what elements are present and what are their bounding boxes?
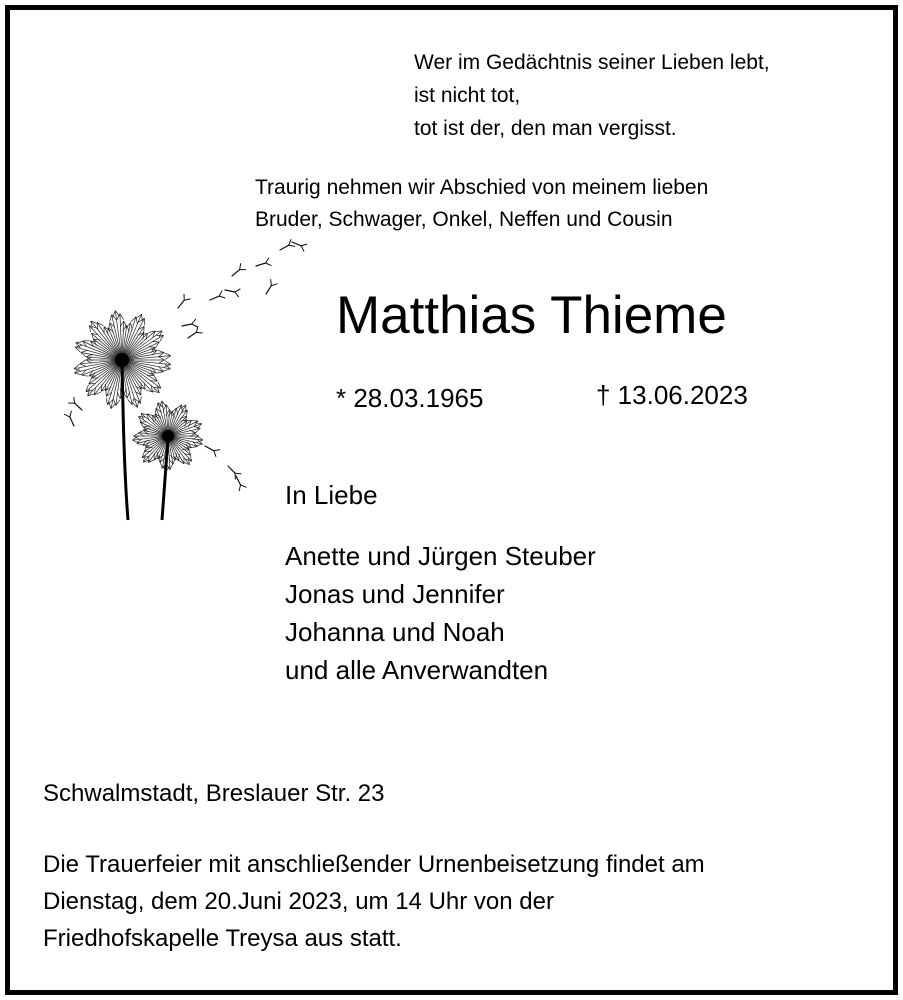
dandelion-line (266, 263, 272, 265)
dandelion-line (228, 466, 235, 473)
dandelion-line (214, 450, 220, 451)
mourners-heading: In Liebe (285, 480, 378, 510)
dandelion-line (82, 375, 89, 376)
dandelion-line (70, 411, 72, 417)
dandelion-line (292, 242, 301, 246)
death-date: † 13.06.2023 (596, 380, 748, 410)
dandelion-line (214, 451, 216, 457)
mourner-line: Johanna und Noah (285, 617, 505, 647)
dandelion-line (205, 446, 214, 451)
dandelion-line (164, 353, 170, 356)
dandelion-line (178, 300, 184, 308)
dandelion-line (157, 372, 164, 374)
dandelion-line (210, 296, 219, 300)
mourner-line: Jonas und Jennifer (285, 579, 505, 609)
dandelion-line (134, 433, 140, 436)
dandelion-line (266, 258, 269, 263)
dandelion-line (280, 245, 289, 250)
dandelion-line (149, 347, 156, 348)
dandelion-line (75, 403, 82, 410)
dandelion-line (64, 414, 69, 417)
dandelion-line (289, 245, 295, 246)
dandelion-center (115, 353, 129, 367)
service-line: Friedhofskapelle Treysa aus statt. (43, 925, 402, 952)
dandelion-line (70, 417, 74, 426)
mourner-line: Anette und Jürgen Steuber (285, 541, 596, 571)
dandelion-line (301, 246, 304, 251)
dandelion-line (163, 405, 166, 411)
dandelion-line (266, 286, 271, 294)
dandelion-line (271, 284, 277, 286)
service-line: Die Trauerfeier mit anschließender Urnenbeisetzung findet am (43, 851, 705, 878)
dandelion-line (219, 291, 222, 296)
dandelion-line (239, 485, 240, 491)
dandelion-line (182, 324, 192, 326)
dandelion-line (219, 296, 225, 298)
dandelion-line (240, 264, 241, 270)
dandelion-line (127, 392, 130, 399)
dandelion-line (192, 319, 196, 324)
dandelion-line (235, 292, 239, 297)
service-line: Dienstag, dem 20.Juni 2023, um 14 Uhr von der (43, 888, 554, 915)
dandelion-line (137, 443, 144, 445)
poem-line: tot ist der, den man vergisst. (414, 117, 677, 140)
dandelion-line (196, 332, 202, 333)
mourner-line: und alle Anverwandten (285, 655, 549, 685)
dandelion-line (81, 350, 88, 352)
dandelion-line (110, 315, 112, 322)
poem-line: Wer im Gedächtnis seiner Lieben lebt, (414, 51, 770, 74)
birth-date: * 28.03.1965 (336, 383, 484, 413)
dandelion-line (158, 360, 164, 363)
funeral-service-notice (43, 846, 705, 957)
dandelion-line (184, 299, 190, 300)
dandelion-line (132, 440, 139, 443)
dandelion-line (76, 342, 83, 343)
intro-line: Bruder, Schwager, Onkel, Neffen und Cousin (255, 208, 673, 231)
dandelion-center (162, 430, 174, 442)
dandelion-line (157, 350, 164, 352)
dandelion-line (301, 244, 307, 246)
dandelion-line (241, 485, 247, 487)
mourner-address: Schwalmstadt, Breslauer Str. 23 (43, 780, 385, 807)
dandelion-line (235, 289, 240, 292)
intro-line: Traurig nehmen wir Abschied von meinem lieben (255, 176, 709, 199)
dandelion-line (157, 403, 159, 410)
dandelion-icon (60, 230, 320, 530)
dandelion-line (75, 373, 82, 375)
dandelion-line (160, 462, 162, 469)
dandelion-line (192, 324, 197, 327)
dandelion-line (225, 290, 235, 292)
dandelion-stem (122, 361, 128, 520)
dandelion-line (158, 357, 164, 360)
dandelion-line (271, 280, 272, 286)
dandelion-line (164, 369, 171, 371)
dandelion-line (256, 263, 266, 266)
farewell-intro (255, 172, 708, 236)
dandelion-line (289, 240, 291, 246)
dandelion-stem (162, 438, 168, 520)
dandelion-line (80, 364, 86, 367)
dandelion-line (113, 311, 116, 318)
dandelion-line (74, 397, 75, 403)
mourners-list (285, 537, 596, 689)
memorial-poem (414, 46, 770, 145)
dandelion-line (141, 396, 142, 403)
deceased-name: Matthias Thieme (336, 286, 727, 345)
dandelion-line (185, 421, 192, 422)
dandelion-line (235, 473, 241, 474)
poem-line: ist nicht tot, (414, 84, 521, 107)
dandelion-line (170, 464, 173, 470)
dandelion-line (188, 332, 196, 338)
dandelion-line (236, 476, 241, 485)
dandelion-line (232, 270, 240, 276)
dandelion-line (106, 398, 107, 405)
dandelion-line (196, 327, 198, 333)
dandelion-line (182, 405, 183, 412)
